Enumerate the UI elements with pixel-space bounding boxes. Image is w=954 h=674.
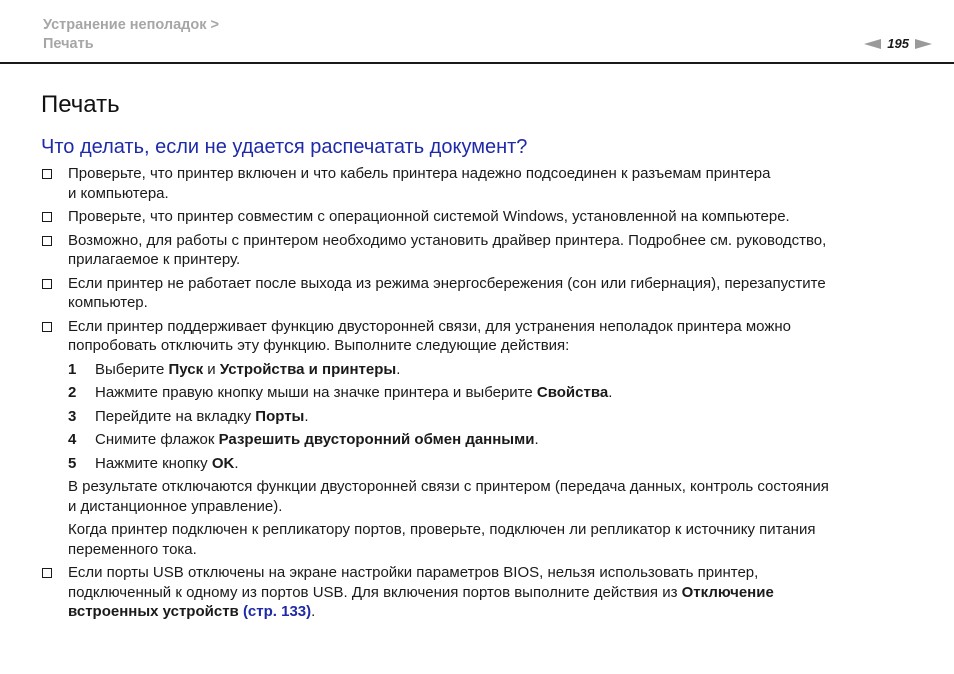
ui-term-devices-printers: Устройства и принтеры [219,360,397,378]
note-paragraph [68,520,921,559]
section-question: Что делать, если не удается распечатать документ? [41,136,528,158]
list-item [41,274,921,313]
list-item-text: попробовать отключить эту функцию. Выполните следующие действия: [68,337,570,354]
list-item-text: прилагаемое к принтеру. [68,251,241,268]
checkbox-bullet-icon [42,236,52,246]
ui-term-properties: Свойства [536,384,609,401]
page-navigation [864,36,932,51]
step-text: . [396,360,401,378]
step-text: Снимите флажок [95,431,219,448]
previous-page-arrow-icon[interactable] [864,39,881,49]
breadcrumb [43,16,219,54]
step-text: и [203,360,220,378]
section-reference: встроенных устройств [68,603,239,620]
step-text: Нажмите кнопку [95,454,212,472]
list-item [41,317,921,560]
checkbox-bullet-icon [42,322,52,332]
ui-term-ok: OK [211,454,235,472]
step-number: 5 [68,454,77,472]
checkbox-bullet-icon [42,568,52,578]
page-header [0,0,954,64]
page-number: 195 [887,36,909,51]
note-text: Когда принтер подключен к репликатору портов, проверьте, подключен ли репликатор к источнику питания [68,521,816,538]
header-divider [0,62,954,64]
step-text: Нажмите правую кнопку мыши на значке принтера и выберите [95,384,537,401]
step-text: . [234,454,239,472]
step-text: . [534,431,539,448]
breadcrumb-section[interactable]: Устранение неполадок > [43,17,219,33]
list-item [41,207,921,227]
step-number: 3 [68,407,77,425]
step-1 [68,360,921,380]
step-number: 4 [68,431,77,448]
step-number: 2 [68,384,77,401]
main-content [41,164,921,626]
list-item-text: компьютер. [68,294,148,311]
section-reference: Отключение [681,583,774,601]
list-item-text: Проверьте, что принтер включен и что кабель принтера надежно подсоединен к разъемам принтера [68,165,771,182]
page-title: Печать [41,91,120,118]
list-item-text: Если принтер поддерживает функцию двусторонней связи, для устранения неполадок принтера можно [68,317,792,335]
list-item-text: Если принтер не работает после выхода из режима энергосбережения (сон или гибернация), перезапустите [68,274,826,292]
next-page-arrow-icon[interactable] [915,39,932,49]
checkbox-bullet-icon [42,279,52,289]
note-text: переменного тока. [68,540,197,558]
note-paragraph [68,477,921,516]
step-number: 1 [68,360,77,378]
step-text: Перейдите на вкладку [95,407,256,425]
step-text: . [304,407,309,425]
ui-term-start: Пуск [168,360,204,378]
list-item-text: и компьютера. [68,184,169,202]
step-3 [68,407,921,427]
list-item-text: подключенный к одному из портов USB. Для включения портов выполните действия из [68,583,682,601]
step-2 [68,383,921,403]
step-5 [68,454,921,474]
checkbox-bullet-icon [42,212,52,222]
checkbox-bullet-icon [42,169,52,179]
breadcrumb-page[interactable]: Печать [43,36,94,52]
list-item [41,563,921,622]
list-item [41,231,921,270]
list-item-text: Проверьте, что принтер совместим с операционной системой Windows, установленной на компьютере. [68,208,790,225]
step-4 [68,430,921,450]
list-item-text: Возможно, для работы с принтером необходимо установить драйвер принтера. Подробнее см. руководство, [68,231,827,249]
list-item-text: . [311,603,316,620]
list-item [41,164,921,203]
note-text: В результате отключаются функции двусторонней связи с принтером (передача данных, контроль состояния [68,478,829,495]
numbered-steps [68,360,921,474]
note-text: и дистанционное управление). [68,497,283,515]
list-item-text: Если порты USB отключены на экране настройки параметров BIOS, нельзя использовать принтер, [68,564,759,581]
ui-term-ports: Порты [255,407,305,425]
ui-term-bidirectional: Разрешить двусторонний обмен данными [218,431,535,448]
page-link[interactable]: (стр. 133) [242,603,312,620]
step-text: Выберите [95,360,169,378]
step-text: . [608,384,613,401]
